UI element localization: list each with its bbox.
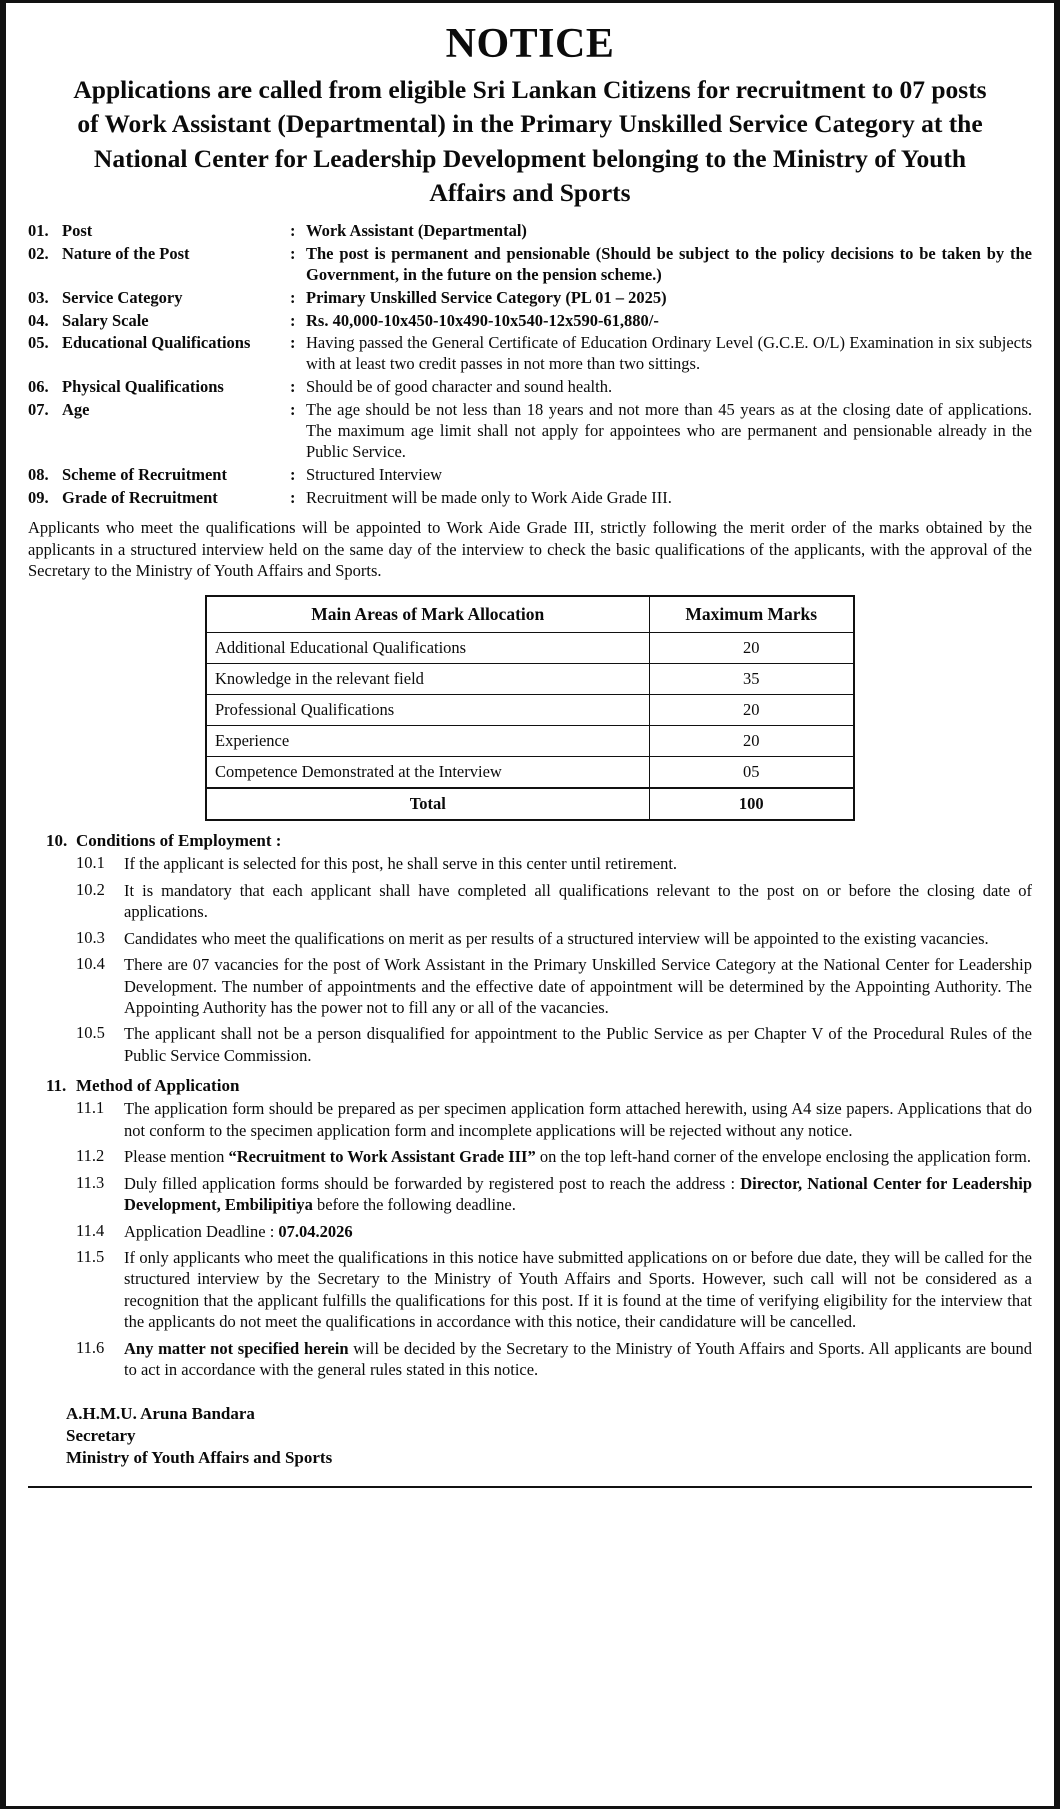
spec-label: Age xyxy=(62,400,90,420)
spec-number: 09. xyxy=(28,488,49,508)
signatory-organisation: Ministry of Youth Affairs and Sports xyxy=(66,1448,333,1468)
section-11-item xyxy=(28,1098,1032,1141)
item-number: 11.1 xyxy=(76,1098,105,1118)
item-text-emphasis: Director, National Center for Leadership Development, Embilipitiya xyxy=(124,1173,1032,1215)
spec-value: The age should be not less than 18 years and not more than 45 years as at the closing date of applications. The maximum age limit shall not apply for appointees who are permanent and pensionable already in the Public Service. xyxy=(306,400,1032,462)
spec-value: Work Assistant (Departmental) xyxy=(306,220,527,240)
mark-value-cell: 35 xyxy=(649,664,854,695)
spec-colon: : xyxy=(290,465,296,485)
section-10-item xyxy=(28,1023,1032,1066)
item-text-tail: will be decided by the Secretary to the Ministry of Youth Affairs and Sports. All applicants are bound to act in accordance with the general rules stated in this notice. xyxy=(124,1338,1032,1380)
item-text-tail: on the top left-hand corner of the envelope enclosing the application form. xyxy=(535,1147,1032,1167)
item-number: 10.5 xyxy=(76,1023,105,1043)
item-text-lead: Duly filled application forms should be forwarded by registered post to reach the address : xyxy=(124,1173,741,1193)
item-text-lead: Application Deadline : xyxy=(124,1221,279,1241)
signature-block xyxy=(66,1403,1032,1470)
item-number: 10.1 xyxy=(76,853,105,873)
signatory-name: A.H.M.U. Aruna Bandara xyxy=(66,1403,255,1423)
footer-divider xyxy=(28,1486,1032,1488)
section-11-title: Method of Application xyxy=(76,1076,240,1096)
spec-number: 05. xyxy=(28,333,49,353)
section-11-heading xyxy=(28,1076,1032,1096)
spec-number: 08. xyxy=(28,465,49,485)
mark-value-cell: 20 xyxy=(649,695,854,726)
item-text-lead: Please mention xyxy=(124,1147,229,1167)
spec-colon: : xyxy=(290,377,296,397)
item-text xyxy=(124,1338,1032,1381)
table-row xyxy=(206,664,854,695)
section-11-item xyxy=(28,1173,1032,1216)
column-header-area: Main Areas of Mark Allocation xyxy=(206,596,649,633)
item-text: The applicant shall not be a person disqualified for appointment to the Public Service as per Chapter V of the Procedural Rules of the Public Service Commission. xyxy=(124,1024,1032,1065)
total-label-cell: Total xyxy=(206,788,649,820)
spec-number: 07. xyxy=(28,400,49,420)
spec-row xyxy=(28,488,1032,511)
post-specifications-list xyxy=(28,221,1032,511)
item-number: 10.4 xyxy=(76,954,105,974)
spec-number: 03. xyxy=(28,287,49,307)
spec-number: 01. xyxy=(28,220,49,240)
spec-value: Recruitment will be made only to Work Aide Grade III. xyxy=(306,488,672,508)
column-header-marks: Maximum Marks xyxy=(649,596,854,633)
table-row xyxy=(206,757,854,789)
item-text xyxy=(124,1098,1032,1141)
section-10-item xyxy=(28,928,1032,949)
spec-label: Post xyxy=(62,220,93,240)
merit-order-paragraph: Applicants who meet the qualifications will be appointed to Work Aide Grade III, strictly following the merit order of the marks obtained by the applicants in a structured interview held on the same day of the interview to check the basic qualifications of the applicants, with the approval of the Secretary to the Ministry of Youth Affairs and Sports. xyxy=(28,518,1032,580)
spec-row xyxy=(28,465,1032,488)
signatory-designation: Secretary xyxy=(66,1426,136,1446)
spec-label: Scheme of Recruitment xyxy=(62,465,227,485)
spec-number: 06. xyxy=(28,377,49,397)
spec-row xyxy=(28,400,1032,465)
spec-value: Should be of good character and sound health. xyxy=(306,377,613,397)
item-text-tail: before the following deadline. xyxy=(312,1195,516,1215)
item-number: 11.5 xyxy=(76,1246,105,1266)
spec-label: Educational Qualifications xyxy=(62,333,251,353)
spec-row xyxy=(28,333,1032,377)
mark-value-cell: 20 xyxy=(649,726,854,757)
item-number: 11.3 xyxy=(76,1172,105,1192)
spec-row xyxy=(28,311,1032,334)
section-10-number: 10. xyxy=(46,831,68,851)
item-number: 11.2 xyxy=(76,1146,105,1166)
table-row xyxy=(206,633,854,664)
item-text xyxy=(124,1221,1032,1242)
spec-number: 04. xyxy=(28,310,49,330)
item-text: It is mandatory that each applicant shall have completed all qualifications relevant to the post on or before the closing date of applications. xyxy=(124,880,1032,922)
spec-colon: : xyxy=(290,310,296,330)
section-10-item xyxy=(28,954,1032,1018)
spec-colon: : xyxy=(290,287,296,307)
item-text-lead: If only applicants who meet the qualifications in this notice have submitted applications on or before due date, they will be called for the structured interview by the Secretary to the Ministry of Youth Affairs and Sports. However, such call will not be considered as a recognition that the applicant fulfills the qualifications for this post. If it is found at the time of verifying eligibility for the interview that the applicants do not meet the qualifications in accordance with this notice, their candidature will be cancelled. xyxy=(124,1247,1032,1332)
item-text: There are 07 vacancies for the post of Work Assistant in the Primary Unskilled Service Category at the National Center for Leadership Development. The number of appointments and the effective date of appointment will be determined by the Appointing Authority. The Appointing Authority has the power not to fill any or all of the vacancies. xyxy=(124,955,1032,1018)
mark-allocation-table xyxy=(205,595,855,821)
spec-colon: : xyxy=(290,333,296,353)
spec-label: Grade of Recruitment xyxy=(62,488,218,508)
spec-colon: : xyxy=(290,488,296,508)
mark-value-cell: 20 xyxy=(649,633,854,664)
section-10-title: Conditions of Employment : xyxy=(76,831,282,851)
item-text-emphasis: “Recruitment to Work Assistant Grade III” xyxy=(228,1147,536,1167)
spec-colon: : xyxy=(290,400,296,420)
item-text-lead: The application form should be prepared as per specimen application form attached herewith, using A4 size papers. Applications that do not conform to the specimen application form and incomplete applications will be rejected without any notice. xyxy=(124,1099,1032,1140)
section-11-number: 11. xyxy=(46,1076,67,1096)
spec-value: Rs. 40,000-10x450-10x490-10x540-12x590-61,880/- xyxy=(306,310,659,330)
spec-row xyxy=(28,221,1032,244)
spec-value: Having passed the General Certificate of Education Ordinary Level (G.C.E. O/L) Examination in six subjects with at least two credit passes in not more than two sittings. xyxy=(306,333,1032,374)
spec-label: Physical Qualifications xyxy=(62,377,224,397)
item-number: 11.6 xyxy=(76,1337,105,1357)
mark-area-cell: Competence Demonstrated at the Interview xyxy=(206,757,649,789)
spec-value: Primary Unskilled Service Category (PL 01 – 2025) xyxy=(306,287,667,307)
item-text: Candidates who meet the qualifications on merit as per results of a structured interview will be appointed to the existing vacancies. xyxy=(124,928,989,948)
section-10-item xyxy=(28,880,1032,923)
spec-colon: : xyxy=(290,220,296,240)
spec-value: The post is permanent and pensionable (Should be subject to the policy decisions to be taken by the Government, in the future on the pension scheme.) xyxy=(306,243,1032,284)
mark-area-cell: Additional Educational Qualifications xyxy=(206,633,649,664)
spec-label: Service Category xyxy=(62,287,183,307)
item-number: 11.4 xyxy=(76,1220,105,1240)
spec-row xyxy=(28,377,1032,400)
item-text xyxy=(124,1146,1032,1167)
section-11-item xyxy=(28,1338,1032,1381)
table-header-row xyxy=(206,596,854,633)
table-row xyxy=(206,726,854,757)
item-text: If the applicant is selected for this post, he shall serve in this center until retirement. xyxy=(124,854,678,874)
mark-area-cell: Experience xyxy=(206,726,649,757)
spec-value: Structured Interview xyxy=(306,465,443,485)
page-title: NOTICE xyxy=(445,21,615,67)
spec-row xyxy=(28,288,1032,311)
mark-value-cell: 05 xyxy=(649,757,854,789)
spec-label: Salary Scale xyxy=(62,310,149,330)
mark-area-cell: Professional Qualifications xyxy=(206,695,649,726)
spec-row xyxy=(28,244,1032,288)
section-10-heading xyxy=(28,831,1032,851)
mark-allocation-table-wrapper xyxy=(28,595,1032,821)
table-row xyxy=(206,695,854,726)
spec-colon: : xyxy=(290,243,296,263)
item-text xyxy=(124,1173,1032,1216)
item-number: 10.3 xyxy=(76,927,105,947)
spec-label: Nature of the Post xyxy=(62,243,190,263)
item-text-emphasis: Any matter not specified herein xyxy=(124,1338,349,1358)
section-11-item xyxy=(28,1146,1032,1167)
table-total-row xyxy=(206,788,854,820)
section-11-item xyxy=(28,1247,1032,1333)
notice-subtitle: Applications are called from eligible Sri Lankan Citizens for recruitment to 07 posts of Work Assistant (Departmental) in the Primary Unskilled Service Category at the National Center for Leadership Development belonging to the Ministry of Youth Affairs and Sports xyxy=(73,75,987,208)
section-10-item xyxy=(28,853,1032,874)
item-number: 10.2 xyxy=(76,879,105,899)
item-text xyxy=(124,1247,1032,1333)
mark-area-cell: Knowledge in the relevant field xyxy=(206,664,649,695)
spec-number: 02. xyxy=(28,243,49,263)
item-text-emphasis: 07.04.2026 xyxy=(278,1221,353,1241)
total-value-cell: 100 xyxy=(649,788,854,820)
section-11-item xyxy=(28,1221,1032,1242)
